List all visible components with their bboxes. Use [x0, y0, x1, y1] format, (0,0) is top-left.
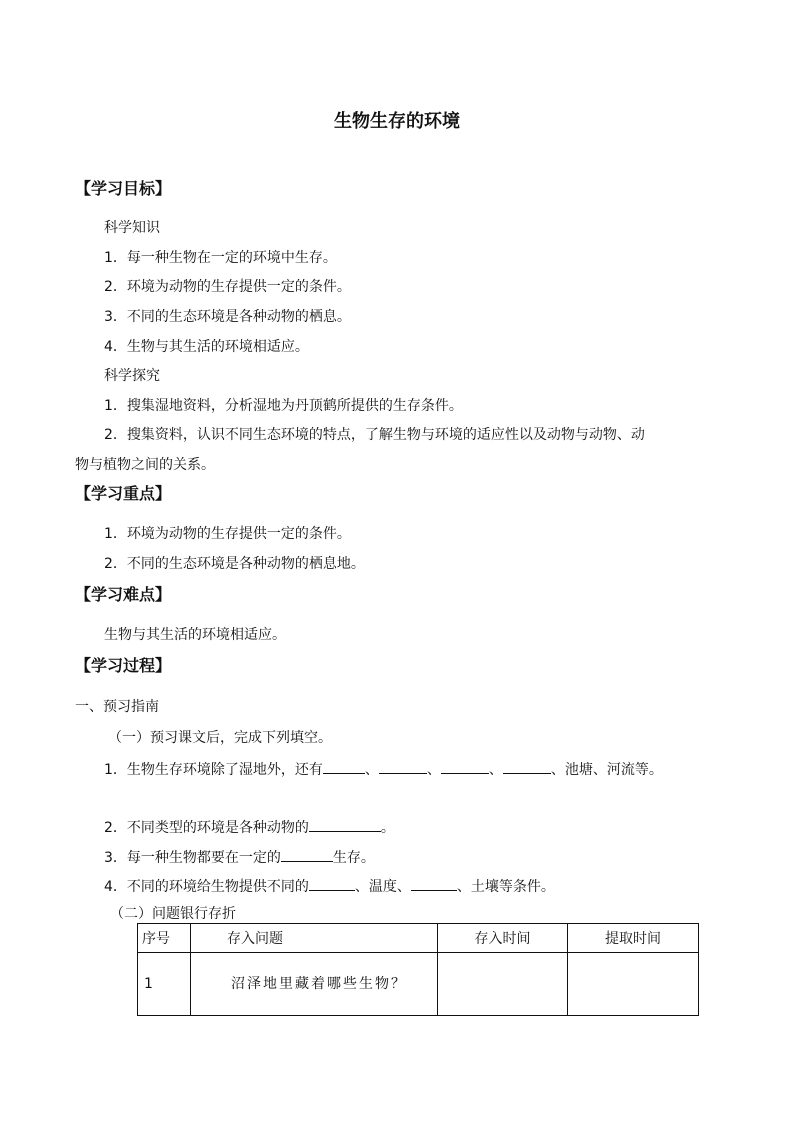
question-text: 、土壤等条件。	[456, 879, 555, 895]
inquiry-item: 1．搜集湿地资料，分析湿地为丹顶鹤所提供的生存条件。	[104, 398, 463, 414]
inquiry-item-continued: 物与植物之间的关系。	[75, 457, 215, 473]
knowledge-item: 1．每一种生物在一定的环境中生存。	[104, 250, 337, 266]
row-number: 1	[138, 953, 191, 1016]
inquiry-label: 科学探究	[104, 368, 160, 384]
answer-blank[interactable]	[281, 848, 333, 862]
answer-blank[interactable]	[441, 760, 489, 774]
answer-blank[interactable]	[309, 818, 381, 832]
question-bank-table	[137, 923, 699, 1016]
table-header-row	[138, 924, 699, 953]
question-text: 。	[380, 820, 395, 836]
column-header: 存入时间	[438, 924, 568, 953]
separator: 、	[488, 762, 503, 778]
answer-blank[interactable]	[379, 760, 427, 774]
difficult-points-heading: 【学习难点】	[75, 585, 172, 604]
fill-question-1	[104, 760, 663, 778]
answer-blank[interactable]	[503, 760, 551, 774]
goals-heading: 【学习目标】	[75, 179, 172, 198]
difficult-point-text: 生物与其生活的环境相适应。	[104, 627, 286, 643]
knowledge-item: 2．环境为动物的生存提供一定的条件。	[104, 279, 351, 295]
preview-instruction: （一）预习课文后，完成下列填空。	[108, 730, 332, 746]
knowledge-label: 科学知识	[104, 220, 160, 236]
fill-question-3	[104, 848, 375, 866]
question-text: 、温度、	[354, 879, 411, 895]
column-header: 存入问题	[191, 924, 438, 953]
fill-question-2	[104, 818, 395, 836]
knowledge-item: 3．不同的生态环境是各种动物的栖息。	[104, 309, 351, 325]
table-row	[138, 953, 699, 1016]
row-question: 沼泽地里藏着哪些生物？	[191, 953, 438, 1016]
question-text: 3．每一种生物都要在一定的	[104, 850, 281, 866]
fill-question-4	[104, 877, 555, 895]
preview-guide-heading: 一、预习指南	[75, 699, 159, 715]
separator: 、	[364, 762, 379, 778]
answer-blank[interactable]	[323, 760, 365, 774]
question-text: 、池塘、河流等。	[550, 762, 663, 778]
column-header: 提取时间	[568, 924, 699, 953]
column-header: 序号	[138, 924, 191, 953]
process-heading: 【学习过程】	[75, 656, 172, 675]
question-bank-heading: （二）问题银行存折	[110, 906, 236, 922]
key-points-heading: 【学习重点】	[75, 484, 172, 503]
knowledge-item: 4．生物与其生活的环境相适应。	[104, 339, 309, 355]
answer-blank[interactable]	[309, 877, 355, 891]
separator: 、	[426, 762, 441, 778]
inquiry-item: 2．搜集资料，认识不同生态环境的特点，了解生物与环境的适应性以及动物与动物、动	[104, 427, 645, 443]
answer-blank[interactable]	[411, 877, 457, 891]
row-withdraw-time[interactable]	[568, 953, 699, 1016]
question-text: 1．生物生存环境除了湿地外，还有	[104, 762, 323, 778]
page-title: 生物生存的环境	[334, 111, 460, 132]
row-deposit-time[interactable]	[438, 953, 568, 1016]
question-text: 生存。	[332, 850, 375, 866]
question-text: 4．不同的环境给生物提供不同的	[104, 879, 309, 895]
question-text: 2．不同类型的环境是各种动物的	[104, 820, 309, 836]
key-point-item: 2．不同的生态环境是各种动物的栖息地。	[104, 556, 365, 572]
key-point-item: 1．环境为动物的生存提供一定的条件。	[104, 526, 351, 542]
